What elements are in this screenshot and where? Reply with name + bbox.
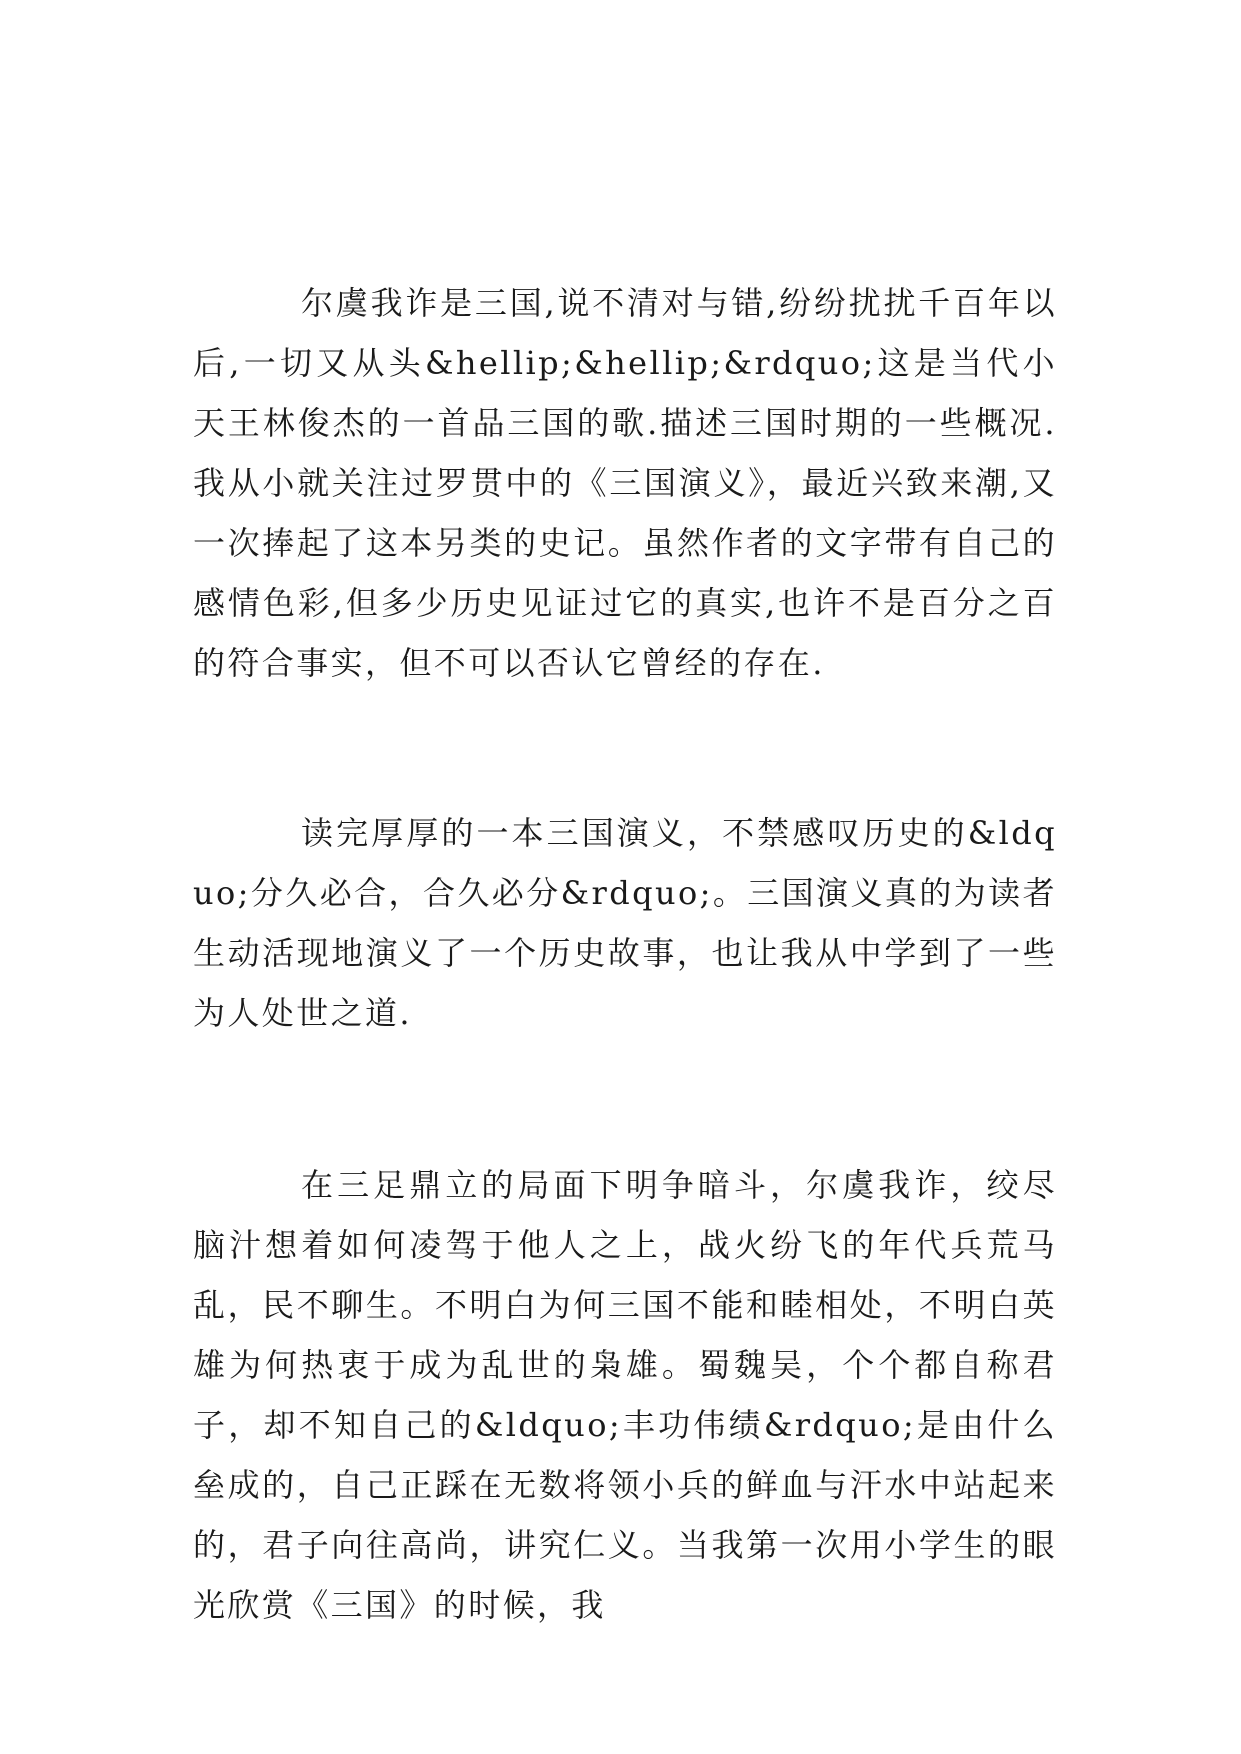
paragraph-2: 读完厚厚的一本三国演义，不禁感叹历史的&ldquo;分久必合，合久必分&rdquo;。三国演义真的为读者生动活现地演义了一个历史故事，也让我从中学到了一些为人处世之道. — [193, 814, 1057, 1032]
paragraph-3: 在三足鼎立的局面下明争暗斗，尔虞我诈，绞尽脑汁想着如何凌驾于他人之上，战火纷飞的年代兵荒马乱，民不聊生。不明白为何三国不能和睦相处，不明白英雄为何热衷于成为乱世的枭雄。蜀魏吴，个个都自称君子，却不知自己的&ldquo;丰功伟绩&rdquo;是由什么垒成的，自己正踩在无数将领小兵的鲜血与汗水中站起来的，君子向往高尚，讲究仁义。当我第一次用小学生的眼光欣赏《三国》的时候，我 — [193, 1166, 1057, 1624]
paragraph-1: 尔虞我诈是三国,说不清对与错,纷纷扰扰千百年以后,一切又从头&hellip;&hellip;&rdquo;这是当代小天王林俊杰的一首品三国的歌.描述三国时期的一些概况. 我从小就关注过罗贯中的《三国演义》，最近兴致来潮,又一次捧起了这本另类的史记。虽然作者的文字带有自己的感情色彩,但多少历史见证过它的真实,也许不是百分之百的符合事实，但不可以否认它曾经的存在. — [193, 284, 1057, 682]
